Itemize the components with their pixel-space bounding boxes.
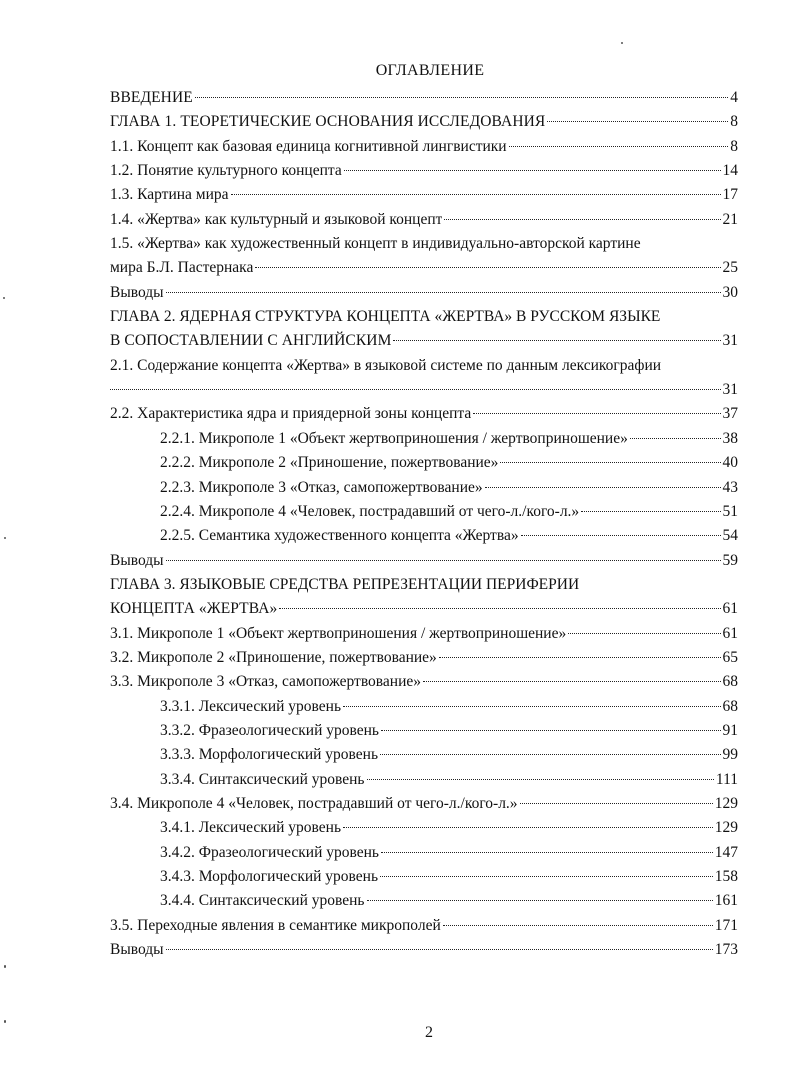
toc-page-number: 38: [722, 429, 738, 447]
toc-entry-text: 1.2. Понятие культурного концепта: [110, 162, 342, 180]
toc-entry-chapter-2-line-1: [110, 305, 738, 329]
toc-page-number: 54: [722, 527, 738, 545]
table-of-contents: [110, 86, 738, 962]
toc-entry-text: 1.4. «Жертва» как культурный и языковой концепт: [110, 210, 443, 228]
toc-entry-text: 3.1. Микрополе 1 «Объект жертвоприношения / жертвоприношение»: [110, 624, 567, 642]
dot-leader: [439, 657, 721, 658]
toc-entry-text: Выводы: [110, 551, 164, 569]
toc-entry-3-4-3: [110, 865, 738, 889]
dot-leader: [423, 681, 721, 682]
dot-leader: [255, 267, 720, 268]
toc-page-number: 161: [714, 892, 738, 910]
toc-entry-chapter-3-line-1: [110, 573, 738, 597]
toc-entry-2-2-3: [110, 476, 738, 500]
toc-entry-2-2-2: [110, 451, 738, 475]
toc-entry-text: 3.3. Микрополе 3 «Отказ, самопожертвование»: [110, 673, 421, 691]
scan-speck: [3, 297, 5, 299]
dot-leader: [485, 487, 721, 488]
toc-entry-introduction: [110, 86, 738, 110]
dot-leader: [581, 511, 720, 512]
toc-entry-1-5-line-2: [110, 256, 738, 280]
toc-page-number: 4: [730, 89, 738, 106]
toc-entry-text: 3.3.1. Лексический уровень: [160, 697, 342, 715]
toc-entry-text: 2.2. Характеристика ядра и приядерной зоны концепта: [110, 405, 472, 423]
toc-page-number: 68: [722, 697, 738, 715]
dot-leader: [279, 608, 720, 609]
toc-entry-3-1: [110, 622, 738, 646]
toc-entry-1-4: [110, 208, 738, 232]
toc-entry-3-2: [110, 646, 738, 670]
toc-page-number: 68: [722, 673, 738, 691]
toc-entry-3-4-4: [110, 889, 738, 913]
toc-page-number: 21: [722, 210, 738, 228]
toc-entry-text: 3.4.4. Синтаксический уровень: [160, 892, 365, 910]
toc-entry-2-2-1: [110, 427, 738, 451]
toc-entry-2-1-line-1: [110, 354, 738, 378]
toc-entry-3-4-2: [110, 841, 738, 865]
toc-entry-text: ГЛАВА 1. ТЕОРЕТИЧЕСКИЕ ОСНОВАНИЯ ИССЛЕДОВАНИЯ: [110, 113, 546, 131]
toc-page-number: 31: [722, 381, 738, 399]
toc-entry-text: 3.5. Переходные явления в семантике микрополей: [110, 916, 441, 934]
toc-entry-2-2-4: [110, 500, 738, 524]
toc-entry-1-1: [110, 135, 738, 159]
toc-entry-text: мира Б.Л. Пастернака: [110, 259, 254, 277]
page-number: 2: [425, 1024, 433, 1041]
scan-speck: [621, 42, 623, 44]
dot-leader: [568, 633, 720, 634]
toc-page-number: 129: [714, 819, 738, 837]
toc-page-number: 43: [722, 478, 738, 496]
toc-page-number: 91: [722, 721, 738, 739]
dot-leader: [231, 194, 721, 195]
toc-page-number: 65: [722, 648, 738, 666]
toc-entry-1-3: [110, 183, 738, 207]
dot-leader: [381, 730, 721, 731]
toc-entry-text: Выводы: [110, 283, 164, 301]
toc-entry-3-5: [110, 914, 738, 938]
toc-page-number: 8: [730, 113, 738, 131]
toc-entry-text: 1.5. «Жертва» как художественный концепт в индивидуально-авторской картине: [110, 235, 641, 253]
toc-entry-text: ГЛАВА 3. ЯЗЫКОВЫЕ СРЕДСТВА РЕПРЕЗЕНТАЦИИ ПЕРИФЕРИИ: [110, 575, 580, 593]
toc-page-number: 59: [722, 551, 738, 569]
toc-entry-text: 3.3.2. Фразеологический уровень: [160, 721, 379, 739]
dot-leader: [380, 876, 713, 877]
toc-entry-text: 3.4. Микрополе 4 «Человек, пострадавший от чего-л./кого-л.»: [110, 794, 518, 812]
toc-page-number: 147: [714, 843, 738, 861]
dot-leader: [521, 535, 721, 536]
toc-page-number: 31: [722, 332, 738, 350]
toc-page-number: 171: [714, 916, 738, 934]
toc-entry-text: 3.4.1. Лексический уровень: [160, 819, 342, 837]
scan-speck: [4, 1020, 6, 1023]
toc-entry-text: 3.4.3. Морфологический уровень: [160, 868, 379, 885]
toc-page-number: 61: [722, 600, 738, 618]
toc-entry-3-4: [110, 792, 738, 816]
dot-leader: [195, 97, 728, 98]
toc-page-number: 14: [722, 162, 738, 180]
dot-leader: [393, 340, 720, 341]
scan-speck: [4, 537, 6, 539]
toc-entry-2-1-line-2: [110, 378, 738, 402]
toc-entry-text: 2.2.5. Семантика художественного концепта «Жертва»: [160, 527, 519, 545]
toc-entry-chapter-3-line-2: [110, 597, 738, 621]
toc-page-number: 99: [722, 746, 738, 764]
dot-leader: [166, 949, 713, 950]
toc-entry-3-3-4: [110, 768, 738, 792]
dot-leader: [443, 925, 713, 926]
toc-entry-3-3-3: [110, 743, 738, 767]
toc-entry-1-5-line-1: [110, 232, 738, 256]
toc-page-number: 8: [730, 137, 738, 155]
dot-leader: [367, 779, 714, 780]
toc-entry-text: 1.1. Концепт как базовая единица когнитивной лингвистики: [110, 137, 507, 155]
toc-entry-text: КОНЦЕПТА «ЖЕРТВА»: [110, 600, 278, 618]
scan-speck: [4, 965, 6, 968]
toc-page-number: 61: [722, 624, 738, 642]
toc-entry-conclusions-2: [110, 549, 738, 573]
dot-leader: [343, 706, 720, 707]
dot-leader: [630, 438, 721, 439]
toc-entry-text: 2.1. Содержание концепта «Жертва» в языковой системе по данным лексикографии: [110, 356, 662, 374]
toc-page-number: 40: [722, 454, 738, 472]
toc-page-number: 111: [715, 770, 738, 788]
toc-page-number: 158: [714, 868, 738, 885]
toc-entry-text: 2.2.1. Микрополе 1 «Объект жертвоприношения / жертвоприношение»: [160, 429, 628, 447]
dot-leader: [381, 852, 713, 853]
toc-entry-3-4-1: [110, 816, 738, 840]
toc-entry-text: ГЛАВА 2. ЯДЕРНАЯ СТРУКТУРА КОНЦЕПТА «ЖЕРТВА» В РУССКОМ ЯЗЫКЕ: [110, 308, 661, 326]
toc-entry-3-3-1: [110, 695, 738, 719]
toc-page-number: 37: [722, 405, 738, 423]
toc-entry-3-3: [110, 670, 738, 694]
toc-entry-chapter-1: [110, 110, 738, 134]
toc-entry-text: 3.3.4. Синтаксический уровень: [160, 770, 365, 788]
toc-entry-text: 3.4.2. Фразеологический уровень: [160, 843, 379, 861]
dot-leader: [509, 146, 729, 147]
dot-leader: [500, 462, 720, 463]
dot-leader: [444, 219, 720, 220]
toc-entry-text: 2.2.2. Микрополе 2 «Приношение, пожертвование»: [160, 454, 499, 472]
toc-entry-text: 3.3.3. Морфологический уровень: [160, 746, 379, 764]
toc-entry-text: 2.2.4. Микрополе 4 «Человек, пострадавший от чего-л./кого-л.»: [160, 502, 580, 520]
toc-entry-text: В СОПОСТАВЛЕНИИ С АНГЛИЙСКИМ: [110, 332, 392, 350]
toc-entry-text: Выводы: [110, 941, 164, 959]
dot-leader: [166, 292, 721, 293]
dot-leader: [473, 413, 720, 414]
toc-entry-conclusions-3: [110, 938, 738, 962]
toc-entry-text: 2.2.3. Микрополе 3 «Отказ, самопожертвование»: [160, 478, 483, 496]
dot-leader: [547, 121, 728, 122]
dot-leader: [343, 827, 713, 828]
toc-page-number: 17: [722, 186, 738, 204]
toc-entry-chapter-2-line-2: [110, 329, 738, 353]
toc-entry-2-2-5: [110, 524, 738, 548]
toc-entry-2-2: [110, 402, 738, 426]
dot-leader: [520, 803, 713, 804]
toc-entry-text: ВВЕДЕНИЕ: [110, 89, 193, 106]
toc-entry-3-3-2: [110, 719, 738, 743]
dot-leader: [367, 900, 713, 901]
dot-leader: [166, 560, 721, 561]
toc-page-number: 129: [714, 794, 738, 812]
toc-page-number: 25: [722, 259, 738, 277]
toc-entry-conclusions-1: [110, 281, 738, 305]
toc-page-number: 173: [714, 941, 738, 959]
toc-entry-text: 3.2. Микрополе 2 «Приношение, пожертвование»: [110, 648, 437, 666]
toc-entry-text: 1.3. Картина мира: [110, 186, 229, 204]
dot-leader: [380, 754, 720, 755]
toc-heading: ОГЛАВЛЕНИЕ: [375, 62, 485, 79]
dot-leader: [344, 170, 721, 171]
toc-page-number: 51: [722, 502, 738, 520]
toc-entry-1-2: [110, 159, 738, 183]
dot-leader: [110, 389, 721, 390]
toc-page-number: 30: [722, 283, 738, 301]
